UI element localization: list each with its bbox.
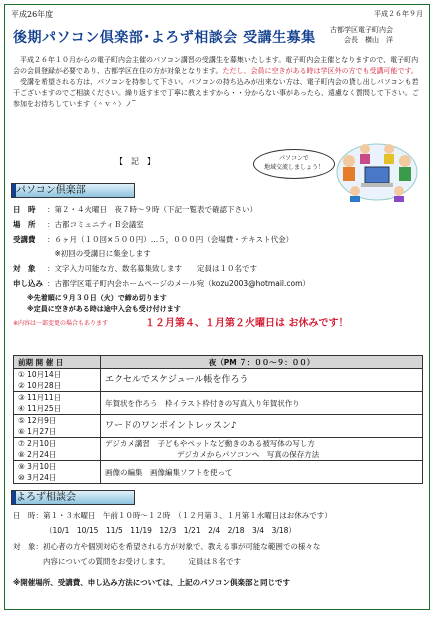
org-name: 古都学区電子町内会 (330, 26, 393, 34)
table-row: ① 10月14日 ② 10月28日 エクセルでスケジュール帳を作ろう (14, 369, 423, 392)
schedule-header-row (14, 356, 423, 369)
yorozu-target: 対 象：初心者の方や個別対応を希望される方が対象で、教える事が可能な範囲での様々な (13, 542, 321, 551)
page-title: 後期パソコン倶楽部･よろず相談会 受講生募集 (13, 30, 316, 46)
speech-bubble (253, 149, 335, 179)
year-label: 平成26年度 (11, 10, 54, 19)
table-row: ⑦ 2月10日 ⑧ 2月24日 デジカメ講習 子どもやペットなど動きのある被写体の写し方 デジカメからパソコンへ 写真の保存方法 (14, 438, 423, 461)
club-row-time: 日 時 ：第２・４火曜日 夜７時～９時（下記一覧表で確認下さい） (13, 205, 257, 214)
schedule-head-time: 夜（PM ７：００～９：００） (101, 356, 423, 369)
yorozu-dates: （10/1 10/15 11/5 11/19 12/3 1/21 2/4 2/18 3/4 3/18） (45, 526, 296, 535)
intro-red-note: ただし、会員に空きがある時は学区外の方でも受講可能です。 (222, 67, 418, 75)
club-row-place: 場 所 ：古都コミュニティＢ会議室 (13, 220, 144, 229)
club-row-fee-note: ※初回の受講日に集金します (47, 249, 151, 258)
yorozu-footer-note: ※開催場所、受講費、申し込み方法については、上記のパソコン倶楽部と同じです (13, 578, 290, 587)
org-chair: 会長 横山 洋 (344, 36, 393, 44)
people-illustration-icon (335, 137, 419, 203)
table-row: ⑤ 12月9日 ⑥ 1月27日 ワードのワンポイントレッスン♪ (14, 415, 423, 438)
intro-paragraph-1: 平成２６年１０月からの電子町内会主催のパソコン講習の受講生を募集いたします。電子町内会主催となりますので、電子町内会の会員登録が必要であり、古都学区在住の方が対象となります。ただし、会員に空きがある時は学区外の方でも受講可能です。 (13, 56, 419, 75)
midway-entry-note: ※定員に空きがある時は途中入会も受け付けます (27, 305, 181, 313)
date-label: 平成２６年９月 (374, 10, 423, 18)
flyer-page (4, 4, 430, 610)
yorozu-time: 日 時：第１・３水曜日 午前１０時～１２時 （１２月第３、１月第１水曜日はお休みです） (13, 511, 332, 520)
deadline-note: ※先着順に９月３０日（火）で締め切ります (27, 294, 167, 302)
club-row-apply: 申し込み ：古都学区電子町内会ホームページのメール宛（kozu2003@hotmail.com） (13, 279, 310, 288)
intro-paragraph-2: 受講を希望される方は、パソコンを持参して下さい。パソコンの持ち込みが出来ない方は、電子町内会の貸し出しパソコンも若干ございますのでご相談ください。繰り返すまで丁寧に教えますから・・分からない事があったら、遠慮なく質問して下さい。ご参加をお待ちしています（＾ｖ＾）ノ‾ (13, 78, 419, 108)
holiday-notice: １２月第４、１月第２火曜日は お休みです！ (145, 318, 349, 329)
organization (330, 25, 393, 45)
schedule-table (13, 355, 423, 484)
table-row: ③ 11月11日 ④ 11月25日 年賀状を作ろう 枠イラスト枠付きの写真入り年賀状作り (14, 392, 423, 415)
intro-text (13, 55, 421, 110)
bubble-line-1: パソコンで (279, 155, 309, 162)
club-row-target: 対 象 ：文字入力可能な方、数名募集致します 定員は１０名です (13, 264, 257, 273)
schedule-head-dates: 前期 開 催 日 (14, 356, 101, 369)
section-header-yorozu: よろず相談会 (11, 490, 135, 505)
section-header-pc-club: パソコン倶楽部 (11, 183, 135, 198)
yorozu-target-cont: 内容についての質問をお受けします。 定員は８名です (13, 557, 241, 566)
bubble-line-2: 地域交流しましょう！ (263, 164, 324, 171)
kigo-heading: 【 記 】 (115, 157, 155, 166)
club-row-fee: 受講費 ：６ヶ月（１０回×５００円）…５，０００円（会場費・テキスト代金） (13, 235, 294, 244)
change-note: ※内容は一部変更の場合もあります (13, 320, 109, 327)
table-row: ⑨ 3月10日 ⑩ 3月24日 画像の編集 画像編集ソフトを使って (14, 461, 423, 484)
